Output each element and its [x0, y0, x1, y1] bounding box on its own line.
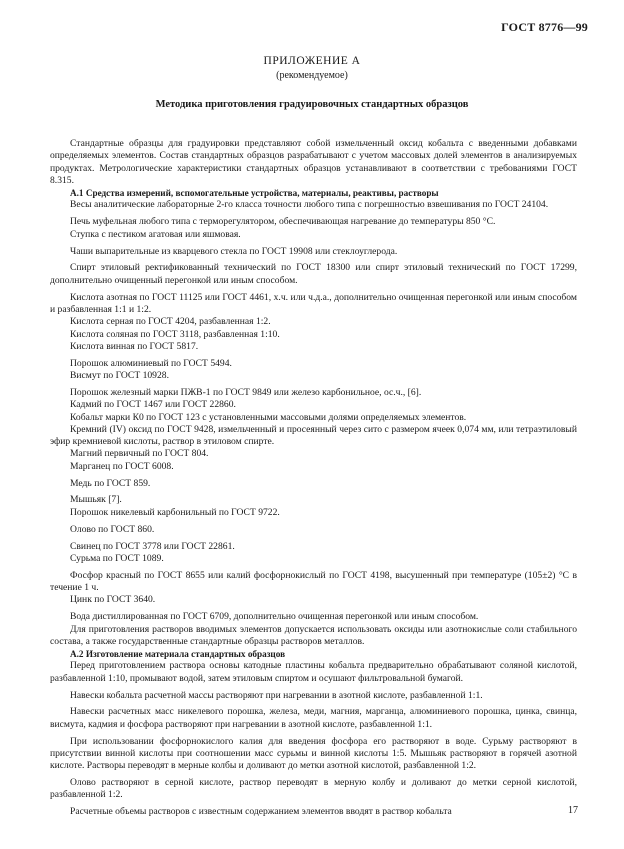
body-paragraph: Ступка с пестиком агатовая или яшмовая. — [70, 228, 241, 240]
body-paragraph: Сурьма по ГОСТ 1089. — [70, 552, 164, 564]
body-paragraph: Весы аналитические лабораторные 2-го класса точности любого типа с погрешностью взвешивания по ГОСТ 24104. — [70, 199, 549, 211]
body-paragraph: Марганец по ГОСТ 6008. — [70, 460, 174, 472]
standard-code-header: ГОСТ 8776—99 — [501, 20, 588, 34]
page-number: 17 — [568, 805, 578, 816]
body-paragraph: Медь по ГОСТ 859. — [70, 477, 151, 489]
body-paragraph: Мышьяк [7]. — [70, 494, 122, 506]
body-paragraph: Кислота серная по ГОСТ 4204, разбавленная 1:2. — [70, 316, 271, 328]
body-paragraph: Кислота винная по ГОСТ 5817. — [70, 340, 199, 352]
body-paragraph: При использовании фосфорнокислого калия для введения фосфора его растворяют в воде. Сурьму растворяют в присутствии винной кислоты при соотношении масс сурьмы и винной кислоты 1:5. Мышьяк растворяют в горячей азотной кислоте. Растворы переводят в мерные колбы и доливают до метки азотной кислотой, разбавленной 1:2. — [50, 735, 577, 772]
body-paragraph: Цинк по ГОСТ 3640. — [70, 594, 156, 606]
body-paragraph: Навески кобальта расчетной массы растворяют при нагревании в азотной кислоте, разбавленной 1:1. — [70, 689, 483, 701]
body-paragraph: Стандартные образцы для градуировки представляют собой измельченный оксид кобальта с введенными добавками определяемых элементов. Состав стандартных образцов разрабатывают с учетом массовых долей элементов в анализируемых продуктах. Метрологические характеристики стандартных образцов устанавливают в соответствии с требованиями ГОСТ 8.315. — [50, 138, 577, 186]
body-paragraph: Спирт этиловый ректификованный технический по ГОСТ 18300 или спирт этиловый технический по ГОСТ 17299, дополнительно очищенный перегонкой или иным способом. — [50, 262, 577, 286]
body-paragraph: Кислота азотная по ГОСТ 11125 или ГОСТ 4461, х.ч. или ч.д.а., дополнительно очищенная перегонкой или иным способом и разбавленная 1:1 и 1:2. — [50, 291, 577, 315]
body-paragraph: Порошок алюминиевый по ГОСТ 5494. — [70, 357, 232, 369]
body-paragraph: Порошок никелевый карбонильный по ГОСТ 9722. — [70, 506, 280, 518]
body-paragraph: Олово по ГОСТ 860. — [70, 523, 155, 535]
body-paragraph: Порошок железный марки ПЖВ-1 по ГОСТ 9849 или железо карбонильное, ос.ч., [6]. — [70, 386, 422, 398]
section-heading: А.1 Средства измерений, вспомогательные устройства, материалы, реактивы, растворы — [70, 188, 439, 199]
body-paragraph: Магний первичный по ГОСТ 804. — [70, 448, 209, 460]
body-paragraph: Свинец по ГОСТ 3778 или ГОСТ 22861. — [70, 540, 235, 552]
body-paragraph: Расчетные объемы растворов с известным содержанием элементов вводят в раствор кобальта — [70, 806, 452, 818]
document-title: Методика приготовления градуировочных стандартных образцов — [155, 99, 469, 110]
body-paragraph: Для приготовления растворов вводимых элементов допускается использовать оксиды или азотнокислые соли стабильного состава, а также государственные стандартные образцы растворов металлов. — [50, 623, 577, 647]
appendix-subtitle: (рекомендуемое) — [276, 70, 348, 81]
body-paragraph: Фосфор красный по ГОСТ 8655 или калий фосфорнокислый по ГОСТ 4198, высушенный при температуре (105±2) °С в течение 1 ч. — [50, 569, 577, 594]
document-body — [50, 138, 577, 819]
body-paragraph: Перед приготовлением раствора основы катодные пластины кобальта предварительно обрабатывают соляной кислотой, разбавленной 1:10, промывают водой, затем этиловым спиртом и осушают фильтровальной бумагой. — [50, 660, 577, 684]
body-paragraph: Печь муфельная любого типа с терморегулятором, обеспечивающая нагревание до температуры 850 °С. — [70, 216, 496, 228]
body-paragraph: Олово растворяют в серной кислоте, раствор переводят в мерную колбу и доливают до метки серной кислотой, разбавленной 1:2. — [50, 777, 577, 801]
section-heading: А.2 Изготовление материала стандартных образцов — [70, 649, 286, 660]
body-paragraph: Кобальт марки К0 по ГОСТ 123 с установленными массовыми долями определяемых элементов. — [70, 411, 467, 423]
body-paragraph: Чаши выпарительные из кварцевого стекла по ГОСТ 19908 или стеклоуглерода. — [70, 245, 398, 257]
body-paragraph: Навески расчетных масс никелевого порошка, железа, меди, магния, марганца, алюминиевого порошка, цинка, свинца, висмута, кадмия и фосфора растворяют при нагревании в азотной кислоте, разбавленной 1:1. — [50, 706, 577, 730]
body-paragraph: Кремний (IV) оксид по ГОСТ 9428, измельченный и просеянный через сито с размером ячеек 0,074 мм, или тетраэтиловый эфир кремниевой кислоты, раствор в этиловом спирте. — [50, 423, 577, 448]
body-paragraph: Висмут по ГОСТ 10928. — [70, 370, 169, 382]
body-paragraph: Кадмий по ГОСТ 1467 или ГОСТ 22860. — [70, 399, 236, 411]
body-paragraph: Кислота соляная по ГОСТ 3118, разбавленная 1:10. — [70, 328, 280, 340]
body-paragraph: Вода дистиллированная по ГОСТ 6709, дополнительно очищенная перегонкой или иным способом. — [70, 611, 479, 623]
appendix-title: ПРИЛОЖЕНИЕ А — [263, 55, 361, 67]
